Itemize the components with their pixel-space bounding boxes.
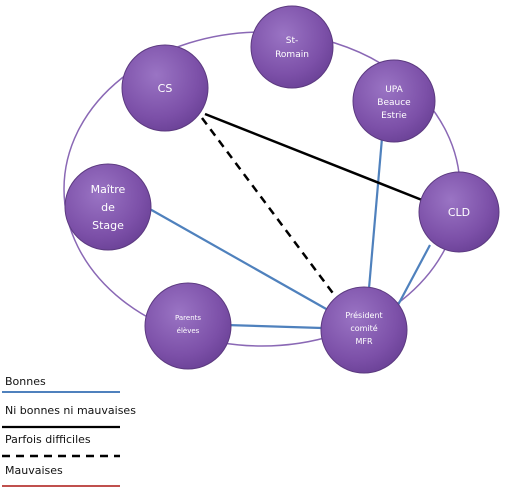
node-label: Maître <box>90 183 126 196</box>
node-label: St- <box>285 36 299 46</box>
legend-item-bonnes <box>2 375 120 392</box>
node-label: élèves <box>176 327 200 335</box>
node-label: Stage <box>92 219 124 232</box>
connection-cld-president <box>398 245 430 305</box>
node-cs[interactable] <box>122 45 208 131</box>
node-circle <box>145 283 231 369</box>
node-label: MFR <box>355 337 373 346</box>
node-parents-eleves[interactable] <box>145 283 231 369</box>
connection-cs-president <box>202 118 338 300</box>
node-label: Estrie <box>381 111 407 121</box>
node-cld[interactable] <box>419 172 499 252</box>
node-st-romain[interactable] <box>251 6 333 88</box>
legend-item-parfois-difficiles <box>2 433 120 456</box>
node-label: Beauce <box>377 98 411 108</box>
node-label: CS <box>157 82 173 95</box>
node-president-comite-mfr[interactable] <box>321 287 407 373</box>
node-circle <box>251 6 333 88</box>
legend <box>2 375 136 486</box>
node-label: Parents <box>174 314 202 322</box>
nodes <box>65 6 499 373</box>
node-upa[interactable] <box>353 60 435 142</box>
node-label: CLD <box>447 206 471 219</box>
legend-label: Ni bonnes ni mauvaises <box>5 404 136 417</box>
node-label: de <box>101 201 115 214</box>
legend-label: Mauvaises <box>5 464 63 477</box>
node-label: UPA <box>385 85 403 95</box>
node-label: comité <box>350 324 378 333</box>
legend-item-mauvaises <box>2 464 120 486</box>
legend-item-ni-bonnes-ni-mauvaises <box>2 404 136 427</box>
legend-label: Parfois difficiles <box>5 433 91 446</box>
node-maitre-de-stage[interactable] <box>65 164 151 250</box>
connection-upa-president <box>368 138 382 300</box>
connection-parents-president <box>226 325 322 328</box>
node-label: Romain <box>275 50 309 60</box>
node-label: Président <box>345 311 383 320</box>
legend-label: Bonnes <box>5 375 46 388</box>
